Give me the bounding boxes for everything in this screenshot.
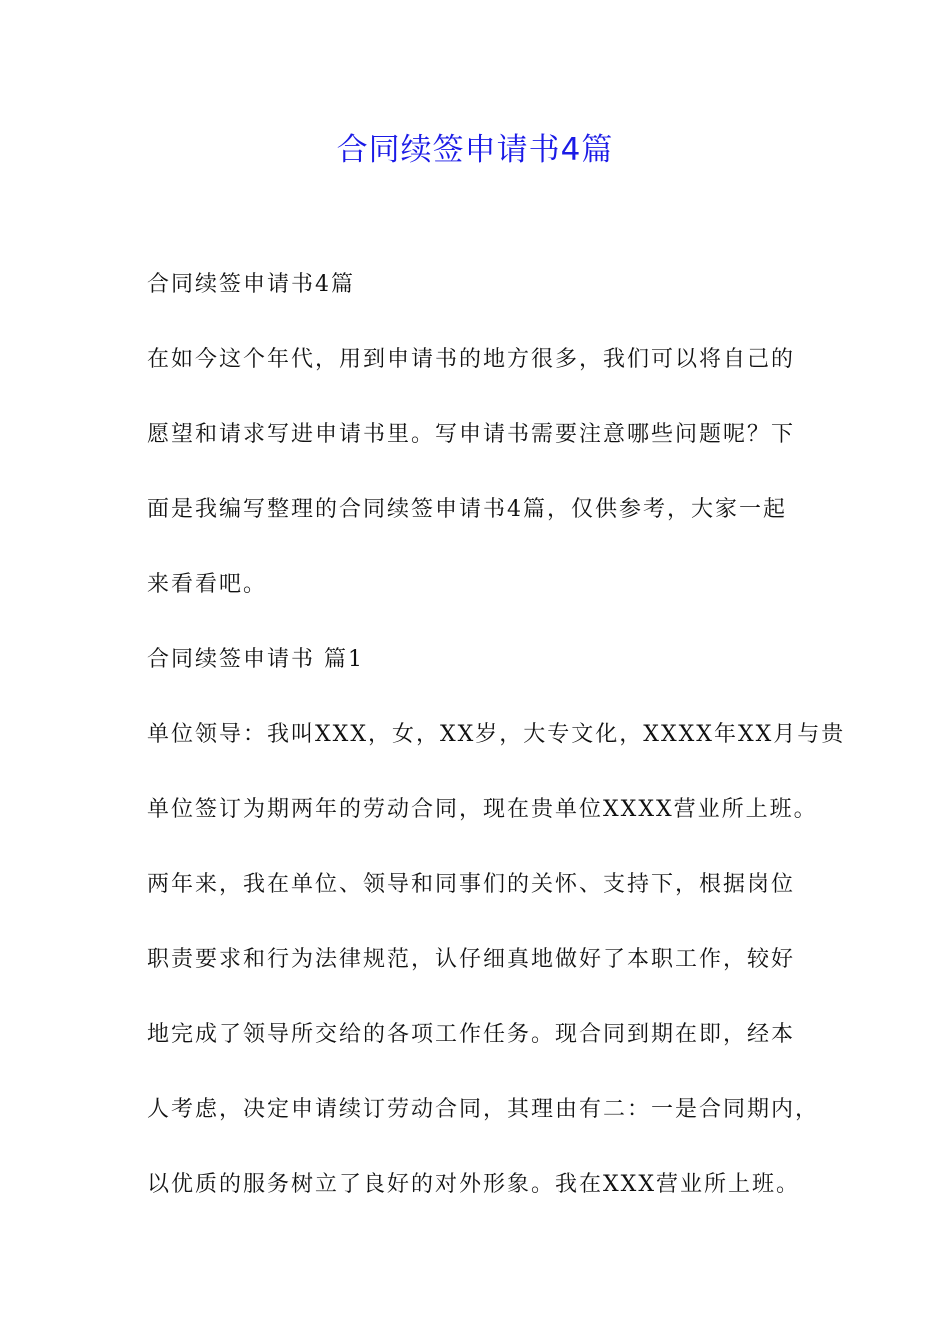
paragraph-line: 职责要求和行为法律规范，认仔细真地做好了本职工作，较好: [147, 947, 796, 972]
subtitle-line: 合同续签申请书4篇: [147, 272, 355, 297]
paragraph-line: 以优质的服务树立了良好的对外形象。我在XXX营业所上班。: [147, 1172, 800, 1197]
section-heading: 合同续签申请书 篇1: [147, 647, 364, 672]
paragraph-line: 在如今这个年代，用到申请书的地方很多，我们可以将自己的: [147, 347, 796, 372]
paragraph-line: 两年来，我在单位、领导和同事们的关怀、支持下，根据岗位: [147, 872, 796, 897]
paragraph-line: 愿望和请求写进申请书里。写申请书需要注意哪些问题呢？下: [147, 422, 796, 447]
document-title: 合同续签申请书4篇: [336, 132, 614, 168]
paragraph-line: 来看看吧。: [147, 572, 268, 597]
document-body: [147, 262, 846, 1237]
paragraph-line: 单位签订为期两年的劳动合同，现在贵单位XXXX营业所上班。: [147, 797, 818, 822]
paragraph-line: 人考虑，决定申请续订劳动合同，其理由有二：一是合同期内，: [147, 1097, 820, 1122]
paragraph-line: 面是我编写整理的合同续签申请书4篇，仅供参考，大家一起: [147, 497, 787, 522]
paragraph-line: 单位领导：我叫XXX，女，XX岁，大专文化，XXXX年XX月与贵: [147, 722, 846, 747]
paragraph-line: 地完成了领导所交给的各项工作任务。现合同到期在即，经本: [147, 1022, 796, 1047]
